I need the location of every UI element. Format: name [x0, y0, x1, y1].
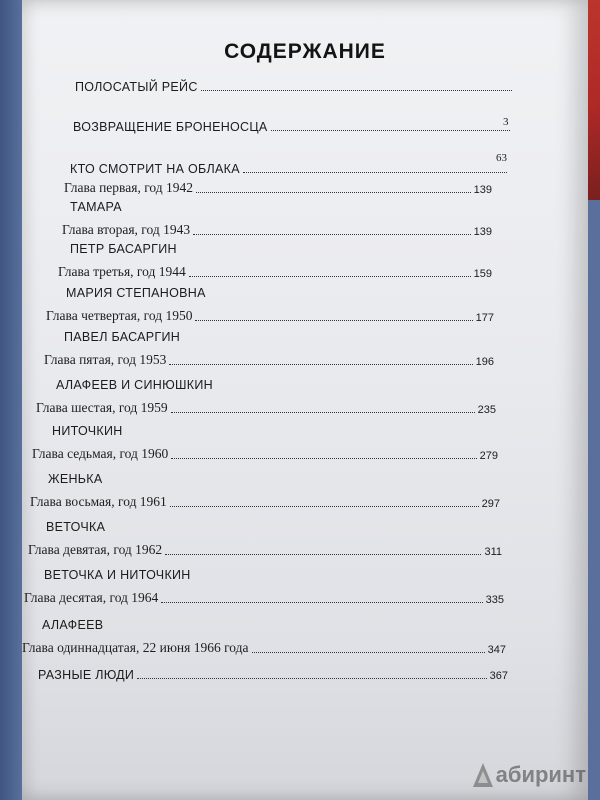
chapter-title: ВЕТОЧКА И НИТОЧКИН: [44, 568, 191, 582]
chapter-title-row: [66, 286, 206, 300]
chapter-title: ЖЕНЬКА: [48, 472, 103, 486]
dot-leader: [195, 319, 472, 321]
chapter-row: [30, 494, 500, 510]
dot-leader: [171, 457, 476, 459]
chapter-title: РАЗНЫЕ ЛЮДИ: [38, 668, 135, 682]
chapter-page: 139: [473, 184, 492, 196]
labyrinth-logo-icon: [472, 762, 494, 788]
dot-leader: [171, 411, 475, 413]
chapter-title: НИТОЧКИН: [52, 424, 123, 438]
chapter-label: Глава шестая, год 1959: [36, 400, 168, 415]
chapter-title: ПАВЕЛ БАСАРГИН: [64, 330, 181, 344]
chapter-title-row: [64, 330, 180, 344]
chapter-page: 159: [473, 268, 492, 280]
chapter-title: АЛАФЕЕВ И СИНЮШКИН: [56, 378, 213, 392]
chapter-title: АЛАФЕЕВ: [42, 618, 104, 632]
chapter-row: [28, 542, 502, 558]
toc-entry-title: КТО СМОТРИТ НА ОБЛАКА: [70, 162, 240, 176]
toc-entry-title: ПОЛОСАТЫЙ РЕЙС: [75, 80, 198, 94]
toc-entry-title: ВОЗВРАЩЕНИЕ БРОНЕНОСЦА: [73, 120, 268, 134]
chapter-label: Глава первая, год 1942: [64, 180, 194, 195]
dot-leader: [271, 129, 510, 131]
toc-entry: [75, 80, 515, 94]
dot-leader: [137, 677, 486, 679]
chapter-page: 297: [481, 498, 500, 510]
chapter-title-row: [56, 378, 213, 392]
chapter-label: Глава одиннадцатая, 22 июня 1966 года: [22, 640, 249, 655]
chapter-page: 177: [475, 312, 494, 324]
chapter-title-row: [46, 520, 105, 534]
toc-entry: [73, 120, 513, 134]
chapter-title: ВЕТОЧКА: [46, 520, 106, 534]
chapter-page: 335: [485, 594, 504, 606]
chapter-row: [64, 180, 492, 196]
chapter-label: Глава третья, год 1944: [58, 264, 186, 279]
chapter-title-row: [44, 568, 191, 582]
toc-entry-page: 3: [503, 116, 509, 128]
chapter-title: ТАМАРА: [70, 200, 122, 214]
chapter-title-row: [38, 668, 508, 682]
watermark-text: абиринт: [495, 762, 586, 787]
watermark-logo: [472, 762, 586, 788]
toc-entry: [70, 162, 510, 176]
dot-leader: [169, 363, 472, 365]
chapter-title-row: [70, 242, 177, 256]
chapter-page: 347: [487, 644, 506, 656]
chapter-row: [32, 446, 498, 462]
page-title: СОДЕРЖАНИЕ: [224, 40, 386, 63]
chapter-page: 196: [475, 356, 494, 368]
chapter-page: 235: [477, 404, 496, 416]
chapter-row: [24, 590, 504, 606]
chapter-page: 279: [479, 450, 498, 462]
chapter-label: Глава четвертая, год 1950: [46, 308, 193, 323]
dot-leader: [201, 89, 512, 91]
chapter-title-row: [42, 618, 103, 632]
chapter-row: [36, 400, 496, 416]
chapter-row: [22, 640, 506, 656]
final-page-number: 367: [489, 670, 508, 682]
dot-leader: [189, 275, 471, 277]
dot-leader: [243, 171, 507, 173]
chapter-page: 139: [473, 226, 492, 238]
chapter-row: [44, 352, 494, 368]
chapter-label: Глава восьмая, год 1961: [30, 494, 167, 509]
chapter-title: ПЕТР БАСАРГИН: [70, 242, 177, 256]
dot-leader: [193, 233, 471, 235]
dot-leader: [196, 191, 471, 193]
chapter-label: Глава десятая, год 1964: [24, 590, 159, 605]
toc-entry-page: 63: [496, 152, 507, 164]
dot-leader: [252, 651, 485, 653]
chapter-title: МАРИЯ СТЕПАНОВНА: [66, 286, 206, 300]
chapter-title-row: [48, 472, 103, 486]
dot-leader: [161, 601, 482, 603]
chapter-row: [58, 264, 492, 280]
dot-leader: [165, 553, 481, 555]
chapter-label: Глава седьмая, год 1960: [32, 446, 169, 461]
chapter-label: Глава пятая, год 1953: [44, 352, 167, 367]
book-page: [22, 0, 588, 800]
dot-leader: [170, 505, 479, 507]
chapter-label: Глава девятая, год 1962: [28, 542, 163, 557]
chapter-label: Глава вторая, год 1943: [62, 222, 191, 237]
chapter-row: [46, 308, 494, 324]
table-of-contents: [22, 0, 588, 800]
chapter-title-row: [52, 424, 123, 438]
chapter-page: 311: [484, 546, 502, 558]
chapter-title-row: [70, 200, 122, 214]
chapter-row: [62, 222, 492, 238]
